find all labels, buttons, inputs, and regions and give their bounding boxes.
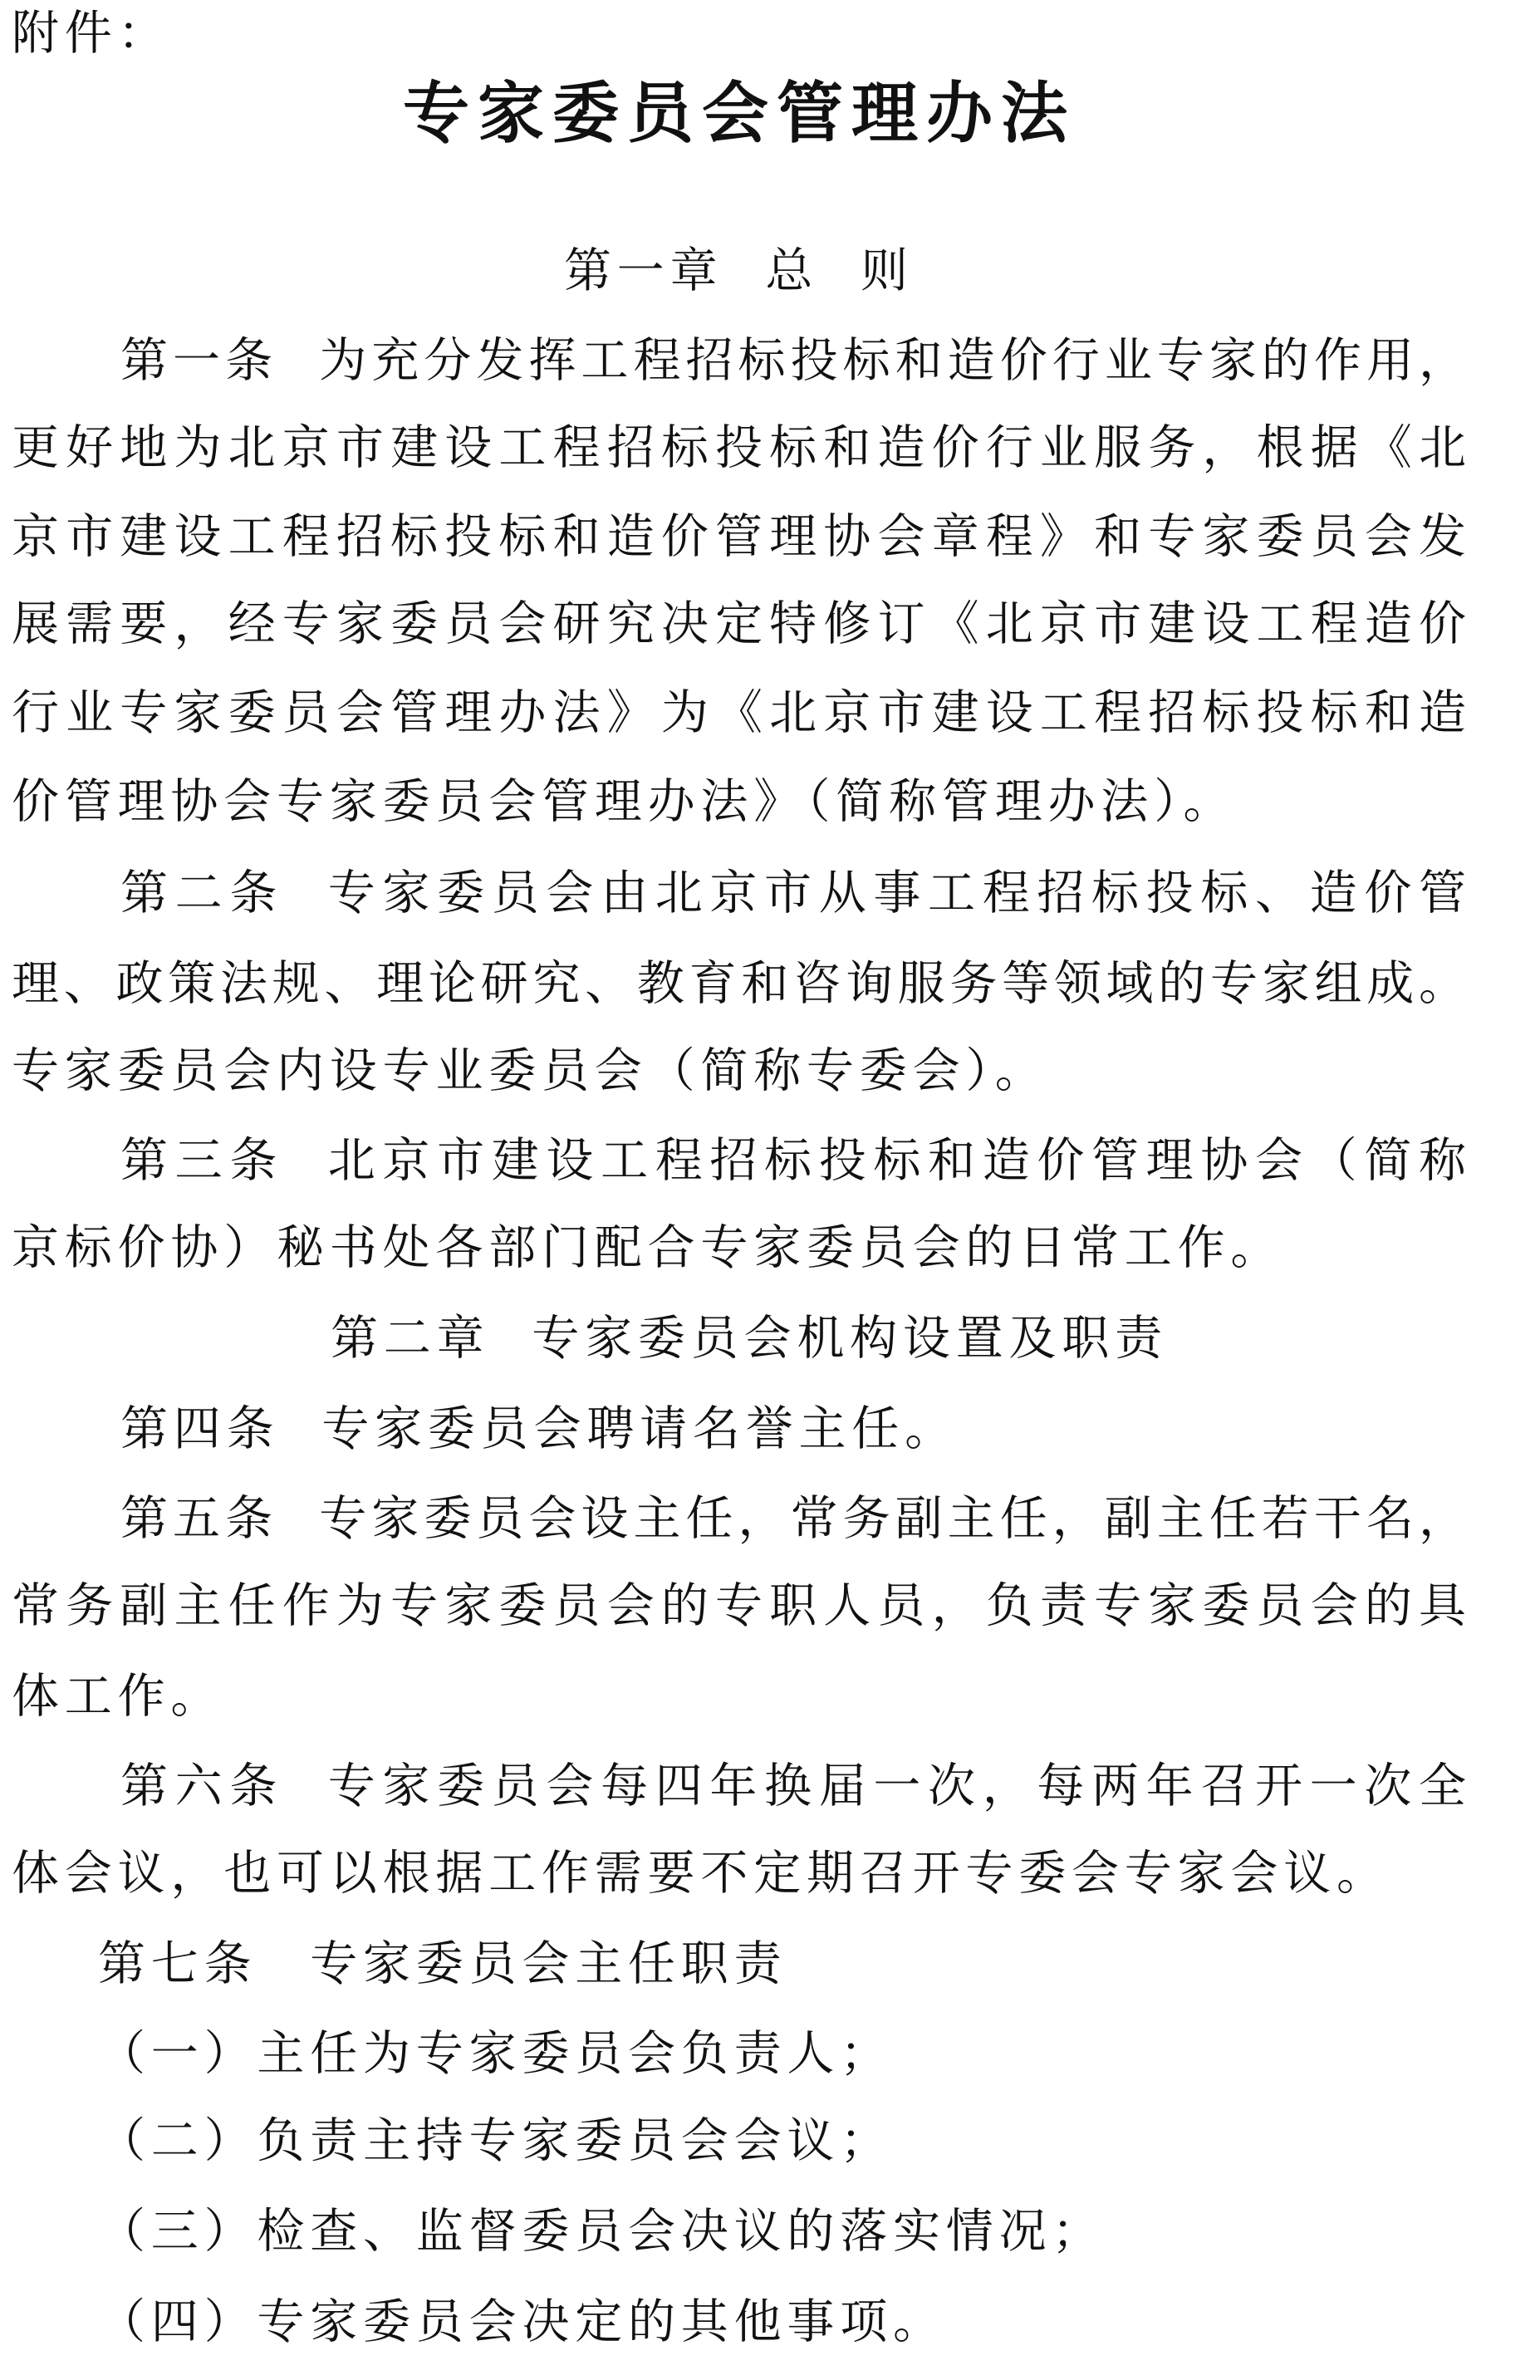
article-5-line-2: 常务副主任作为专家委员会的专职人员，负责专家委员会的具 (12, 1578, 1466, 1633)
article-7-line-1: 第七条 专家委员会主任职责 (98, 1936, 787, 1991)
article-2-line-1: 第二条 专家委员会由北京市从事工程招标投标、造价管 (120, 866, 1466, 920)
article-1-line-5: 行业专家委员会管理办法》为《北京市建设工程招标投标和造 (12, 685, 1466, 740)
article-2-line-2: 理、政策法规、理论研究、教育和咨询服务等领域的专家组成。 (12, 956, 1466, 1011)
article-7-item-2: （二）负责主持专家委员会会议； (98, 2113, 893, 2168)
article-6-line-2: 体会议，也可以根据工作需要不定期召开专委会专家会议。 (12, 1846, 1390, 1901)
article-6-line-1: 第六条 专家委员会每四年换届一次，每两年召开一次全 (120, 1759, 1466, 1813)
article-1-line-2: 更好地为北京市建设工程招标投标和造价行业服务，根据《北 (12, 420, 1466, 475)
article-1-line-1: 第一条 为充分发挥工程招标投标和造价行业专家的作用， (120, 333, 1466, 388)
article-7-item-4: （四）专家委员会决定的其他事项。 (98, 2294, 946, 2349)
article-5-line-3: 体工作。 (12, 1669, 224, 1724)
article-1-line-6: 价管理协会专家委员会管理办法》（简称管理办法）。 (12, 774, 1237, 829)
article-2-line-3: 专家委员会内设专业委员会（简称专委会）。 (12, 1043, 1048, 1098)
article-7-item-3: （三）检查、监督委员会决议的落实情况； (98, 2204, 1106, 2259)
article-4-line-1: 第四条 专家委员会聘请名誉主任。 (120, 1401, 958, 1456)
attachment-label: 附件： (12, 6, 171, 61)
document-title: 专家委员会管理办法 (403, 74, 1076, 152)
article-7-item-1: （一）主任为专家委员会负责人； (98, 2026, 893, 2081)
chapter-1-heading: 第一章 总 则 (564, 243, 914, 298)
chapter-2-heading: 第二章 专家委员会机构设置及职责 (331, 1311, 1168, 1366)
article-1-line-3: 京市建设工程招标投标和造价管理协会章程》和专家委员会发 (12, 509, 1466, 564)
article-1-line-4: 展需要，经专家委员会研究决定特修订《北京市建设工程造价 (12, 596, 1466, 651)
article-3-line-1: 第三条 北京市建设工程招标投标和造价管理协会（简称 (120, 1133, 1466, 1188)
article-5-line-1: 第五条 专家委员会设主任，常务副主任，副主任若干名， (120, 1491, 1466, 1546)
article-3-line-2: 京标价协）秘书处各部门配合专家委员会的日常工作。 (12, 1220, 1284, 1275)
